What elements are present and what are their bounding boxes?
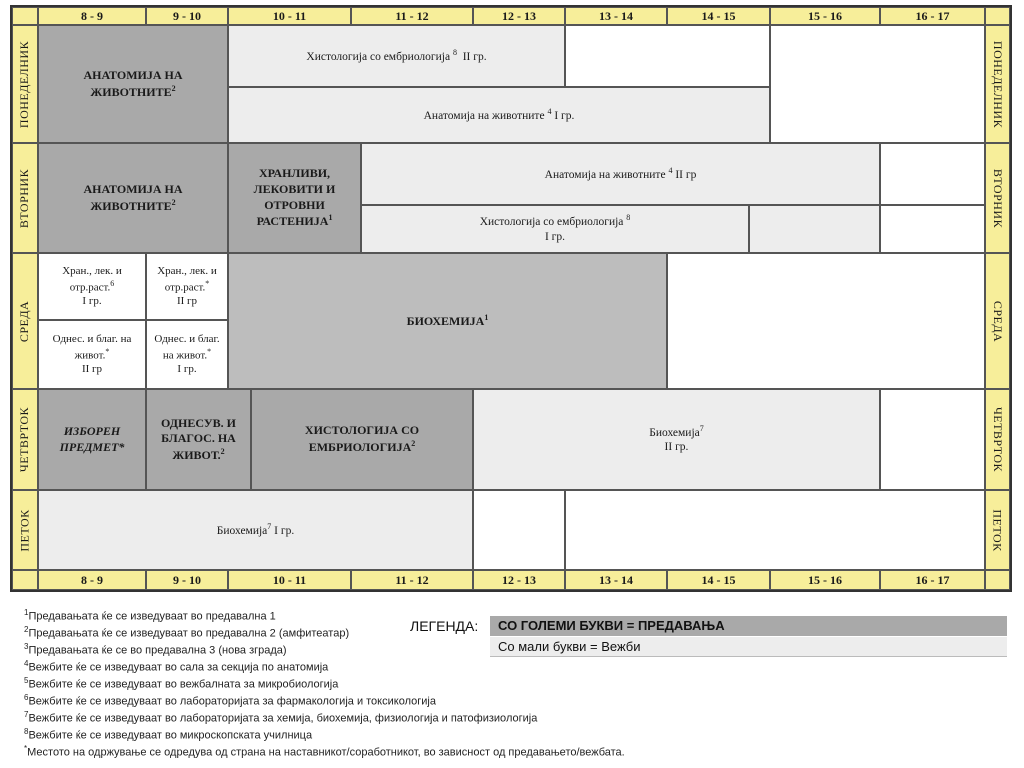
- exercise-anatomy-tuesday[interactable]: Анатомија на животните $^4$ II гр: [361, 143, 880, 205]
- day-label-wednesday: СРЕДА: [985, 253, 1010, 389]
- legend-exercises: Со мали букви = Вежби: [490, 637, 1007, 657]
- time-slot-footer: 9 - 10: [146, 570, 228, 590]
- time-slot-header: 8 - 9: [38, 7, 146, 25]
- lecture-biochemistry-wednesday[interactable]: БИОХЕМИЈА$^1$: [228, 253, 667, 389]
- time-slot-header: 10 - 11: [228, 7, 351, 25]
- day-label-thursday: ЧЕТВРТОК: [985, 389, 1010, 490]
- day-label-monday: ПОНЕДЕЛНИК: [12, 25, 38, 143]
- day-label-thursday: ЧЕТВРТОК: [12, 389, 38, 490]
- exercise-behaviour-group2-wednesday[interactable]: Однес. и благ. на живот.* II гр: [38, 320, 146, 389]
- time-slot-footer: 8 - 9: [38, 570, 146, 590]
- lecture-behaviour-thursday[interactable]: ОДНЕСУВ. И БЛАГОС. НА ЖИВОТ.$^2$: [146, 389, 251, 490]
- day-label-tuesday: ВТОРНИК: [12, 143, 38, 253]
- exercise-histology-tuesday[interactable]: Хистологија со ембриологија $^8$ I гр.: [361, 205, 749, 253]
- empty-slot: [749, 205, 880, 253]
- empty-slot: [565, 25, 770, 87]
- time-slot-header: 14 - 15: [667, 7, 770, 25]
- time-slot-header: 11 - 12: [351, 7, 473, 25]
- footnote: $^2$Предавањата ќе се изведуваат во предавална 2 (амфитеатар): [24, 625, 350, 640]
- day-label-friday: ПЕТОК: [985, 490, 1010, 570]
- exercise-plants-group1-wednesday[interactable]: Хран., лек. и отр.раст.$^6$ I гр.: [38, 253, 146, 320]
- lecture-histology-thursday[interactable]: ХИСТОЛОГИЈА СО ЕМБРИОЛОГИЈА$^2$: [251, 389, 473, 490]
- time-slot-footer: 10 - 11: [228, 570, 351, 590]
- header-corner-left: [12, 7, 38, 25]
- day-label-tuesday: ВТОРНИК: [985, 143, 1010, 253]
- lecture-anatomy-tuesday[interactable]: АНАТОМИЈА НА ЖИВОТНИТЕ$^2$: [38, 143, 228, 253]
- exercise-histology-monday[interactable]: Хистологија со ембриологија $^8$ II гр.: [228, 25, 565, 87]
- legend-lectures: СО ГОЛЕМИ БУКВИ = ПРЕДАВАЊА: [490, 616, 1007, 636]
- time-slot-footer: 14 - 15: [667, 570, 770, 590]
- exercise-behaviour-group1-wednesday[interactable]: Однес. и благ. на живот.* I гр.: [146, 320, 228, 389]
- empty-slot: [667, 253, 985, 389]
- day-label-wednesday: СРЕДА: [12, 253, 38, 389]
- footnote: $^1$Предавањата ќе се изведуваат во предавална 1: [24, 608, 276, 623]
- lecture-plants-tuesday[interactable]: ХРАНЛИВИ, ЛЕКОВИТИ И ОТРОВНИ РАСТЕНИЈА$^1$: [228, 143, 361, 253]
- header-corner-right: [985, 7, 1010, 25]
- lecture-elective-thursday[interactable]: ИЗБОРЕН ПРЕДМЕТ*: [38, 389, 146, 490]
- time-slot-header: 9 - 10: [146, 7, 228, 25]
- exercise-biochemistry-thursday[interactable]: Биохемија$^7$ II гр.: [473, 389, 880, 490]
- empty-slot: [473, 490, 565, 570]
- time-slot-header: 16 - 17: [880, 7, 985, 25]
- legend-label: ЛЕГЕНДА:: [410, 618, 479, 634]
- time-slot-footer: 15 - 16: [770, 570, 880, 590]
- empty-slot: [880, 143, 985, 205]
- footnote: $^3$Предавањата ќе се во предавална 3 (нова зграда): [24, 642, 287, 657]
- day-label-friday: ПЕТОК: [12, 490, 38, 570]
- empty-slot: [565, 490, 985, 570]
- lecture-anatomy-monday[interactable]: АНАТОМИЈА НА ЖИВОТНИТЕ$^2$: [38, 25, 228, 143]
- footer-corner-left: [12, 570, 38, 590]
- footnote: $^6$Вежбите ќе се изведуваат во лабораторијата за фармакологија и токсикологија: [24, 693, 436, 708]
- time-slot-header: 12 - 13: [473, 7, 565, 25]
- time-slot-footer: 16 - 17: [880, 570, 985, 590]
- time-slot-header: 13 - 14: [565, 7, 667, 25]
- time-slot-footer: 13 - 14: [565, 570, 667, 590]
- exercise-plants-group2-wednesday[interactable]: Хран., лек. и отр.раст.* II гр: [146, 253, 228, 320]
- day-label-monday: ПОНЕДЕЛНИК: [985, 25, 1010, 143]
- time-slot-footer: 12 - 13: [473, 570, 565, 590]
- empty-slot: [770, 25, 985, 143]
- empty-slot: [880, 389, 985, 490]
- time-slot-header: 15 - 16: [770, 7, 880, 25]
- footnote: $^7$Вежбите ќе се изведуваат во лабораторијата за хемија, биохемија, физиологија и патофизиологија: [24, 710, 538, 725]
- footnote: $^5$Вежбите ќе се изведуваат во вежбалната за микробиологија: [24, 676, 339, 691]
- exercise-biochemistry-friday[interactable]: Биохемија$^7$ I гр.: [38, 490, 473, 570]
- footnote: $^4$Вежбите ќе се изведуваат во сала за секција по анатомија: [24, 659, 329, 674]
- footnote: *Местото на одржување се одредува од страна на наставникот/соработникот, во зависност од предавањето/вежбата.: [24, 744, 625, 759]
- exercise-anatomy-monday[interactable]: Анатомија на животните $^4$ I гр.: [228, 87, 770, 143]
- time-slot-footer: 11 - 12: [351, 570, 473, 590]
- empty-slot: [880, 205, 985, 253]
- footnote: $^8$Вежбите ќе се изведуваат во микроскопската училница: [24, 727, 313, 742]
- footer-corner-right: [985, 570, 1010, 590]
